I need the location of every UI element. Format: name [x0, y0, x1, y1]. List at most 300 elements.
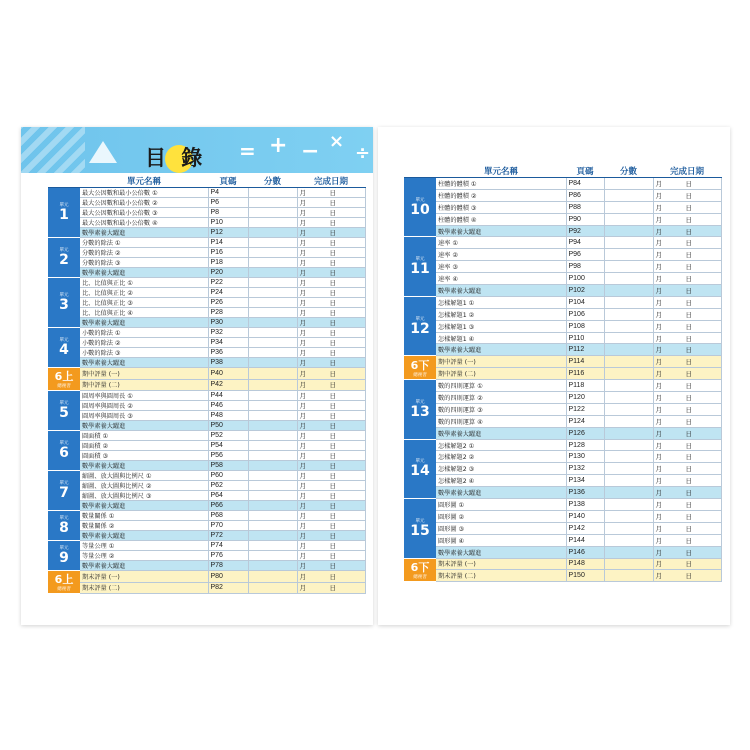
day-label: 日	[329, 392, 336, 400]
completion-date-cell	[653, 522, 721, 534]
month-label: 月	[299, 269, 306, 277]
unit-name-cell: 圓周率與圓周長 ①	[80, 391, 208, 401]
day-label: 日	[329, 552, 336, 560]
table-row	[404, 178, 721, 190]
score-cell	[248, 358, 297, 368]
unit-name-cell: 圓周率與圓周長 ②	[80, 401, 208, 411]
unit-name-cell: 小數的除法 ②	[80, 338, 208, 348]
score-cell	[604, 225, 653, 237]
unit-name-cell: 期末評量 (二)	[80, 582, 208, 594]
table-row	[404, 522, 721, 534]
unit-name-cell: 比、比值與正比 ②	[80, 288, 208, 298]
unit-name-cell: 柱體的體積 ③	[436, 201, 566, 213]
score-cell	[604, 463, 653, 475]
table-row	[48, 278, 365, 288]
day-label: 日	[685, 453, 692, 462]
page-number-cell: P42	[208, 379, 248, 391]
completion-date-cell	[297, 218, 365, 228]
month-label: 月	[299, 219, 306, 227]
completion-date-cell	[653, 178, 721, 190]
toc-table-right	[404, 165, 722, 582]
unit-name-cell: 數學素養大躍進	[80, 561, 208, 571]
month-label: 月	[299, 552, 306, 560]
unit-name-cell: 期中評量 (二)	[436, 368, 566, 380]
unit-badge-number: 11	[410, 261, 430, 278]
page-number-cell: P48	[208, 411, 248, 421]
exam-row	[404, 356, 721, 368]
header-score: 分數	[604, 165, 653, 178]
unit-badge	[48, 188, 80, 238]
unit-badge-number: 15	[410, 522, 430, 539]
month-label: 月	[655, 215, 662, 224]
completion-date-cell	[653, 558, 721, 570]
month-label: 月	[299, 199, 306, 207]
page-number-cell: P80	[208, 571, 248, 583]
score-cell	[604, 415, 653, 427]
completion-date-cell	[297, 551, 365, 561]
completion-date-cell	[297, 338, 365, 348]
unit-badge-number: 6	[59, 445, 69, 461]
completion-date-cell	[297, 198, 365, 208]
table-row	[404, 296, 721, 308]
month-label: 月	[299, 562, 306, 570]
completion-date-cell	[297, 391, 365, 401]
score-cell	[248, 368, 297, 380]
day-label: 日	[685, 358, 692, 367]
score-cell	[248, 278, 297, 288]
review-row	[404, 546, 721, 558]
score-cell	[248, 501, 297, 511]
month-label: 月	[655, 263, 662, 272]
times-icon: ×	[329, 131, 345, 152]
month-label: 月	[299, 189, 306, 197]
table-row	[404, 403, 721, 415]
page-number-cell: P30	[208, 318, 248, 328]
score-cell	[248, 521, 297, 531]
month-label: 月	[299, 349, 306, 357]
page-number-cell: P84	[566, 178, 604, 190]
month-label: 月	[655, 393, 662, 402]
day-label: 日	[329, 329, 336, 337]
score-cell	[604, 261, 653, 273]
review-badge	[404, 356, 436, 380]
completion-date-cell	[297, 328, 365, 338]
score-cell	[604, 189, 653, 201]
completion-date-cell	[653, 546, 721, 558]
unit-badge	[48, 511, 80, 541]
day-label: 日	[685, 203, 692, 212]
page-number-cell: P102	[566, 285, 604, 297]
unit-name-cell: 怎樣解題2 ②	[436, 451, 566, 463]
completion-date-cell	[297, 248, 365, 258]
score-cell	[604, 510, 653, 522]
page-number-cell: P92	[566, 225, 604, 237]
completion-date-cell	[297, 348, 365, 358]
table-row	[404, 308, 721, 320]
unit-name-cell: 怎樣解題1 ③	[436, 320, 566, 332]
month-label: 月	[655, 512, 662, 521]
table-row	[48, 218, 365, 228]
page-number-cell: P68	[208, 511, 248, 521]
day-label: 日	[329, 349, 336, 357]
unit-name-cell: 速率 ②	[436, 249, 566, 261]
month-label: 月	[655, 334, 662, 343]
completion-date-cell	[297, 358, 365, 368]
score-cell	[604, 558, 653, 570]
month-label: 月	[655, 358, 662, 367]
completion-date-cell	[297, 208, 365, 218]
unit-badge-number: 1	[59, 207, 69, 223]
unit-name-cell: 數量關係 ②	[80, 521, 208, 531]
completion-date-cell	[653, 308, 721, 320]
day-label: 日	[685, 227, 692, 236]
table-row	[404, 415, 721, 427]
page-number-cell: P122	[566, 403, 604, 415]
month-label: 月	[299, 339, 306, 347]
header-unit-name: 單元名稱	[436, 165, 566, 178]
page-number-cell: P150	[566, 570, 604, 582]
completion-date-cell	[297, 511, 365, 521]
table-row	[404, 273, 721, 285]
page-number-cell: P118	[566, 380, 604, 392]
score-cell	[604, 499, 653, 511]
day-label: 日	[685, 417, 692, 426]
review-badge-label: 總複習	[413, 574, 427, 580]
table-row	[48, 348, 365, 358]
completion-date-cell	[653, 392, 721, 404]
month-label: 月	[655, 572, 662, 581]
unit-name-cell: 速率 ④	[436, 273, 566, 285]
score-cell	[248, 541, 297, 551]
month-label: 月	[655, 429, 662, 438]
day-label: 日	[329, 369, 336, 378]
unit-badge	[48, 391, 80, 431]
completion-date-cell	[653, 427, 721, 439]
unit-badge	[48, 431, 80, 471]
page-number-cell: P88	[566, 201, 604, 213]
unit-badge-label: 單元	[59, 293, 69, 298]
table-row	[404, 510, 721, 522]
month-label: 月	[655, 417, 662, 426]
score-cell	[604, 534, 653, 546]
page-number-cell: P26	[208, 298, 248, 308]
unit-badge	[48, 541, 80, 571]
unit-name-cell: 數學素養大躍進	[80, 268, 208, 278]
month-label: 月	[299, 442, 306, 450]
completion-date-cell	[297, 501, 365, 511]
unit-badge-number: 9	[59, 550, 69, 566]
page-number-cell: P10	[208, 218, 248, 228]
unit-name-cell: 柱體的體積 ④	[436, 213, 566, 225]
unit-badge-label: 單元	[59, 248, 69, 253]
completion-date-cell	[297, 471, 365, 481]
month-label: 月	[655, 203, 662, 212]
day-label: 日	[329, 452, 336, 460]
table-row	[48, 288, 365, 298]
day-label: 日	[685, 215, 692, 224]
completion-date-cell	[653, 499, 721, 511]
table-row	[48, 521, 365, 531]
day-label: 日	[685, 322, 692, 331]
score-cell	[248, 268, 297, 278]
month-label: 月	[299, 369, 306, 378]
page-number-cell: P114	[566, 356, 604, 368]
unit-name-cell: 比、比值與正比 ①	[80, 278, 208, 288]
table-row	[404, 261, 721, 273]
day-label: 日	[329, 249, 336, 257]
day-label: 日	[329, 259, 336, 267]
header-page: 頁碼	[566, 165, 604, 178]
completion-date-cell	[653, 451, 721, 463]
unit-name-cell: 小數的除法 ③	[80, 348, 208, 358]
day-label: 日	[329, 319, 336, 327]
completion-date-cell	[297, 401, 365, 411]
unit-badge-number: 13	[410, 403, 430, 420]
month-label: 月	[299, 249, 306, 257]
review-badge-label: 總複習	[57, 587, 71, 592]
month-label: 月	[655, 524, 662, 533]
page-number-cell: P46	[208, 401, 248, 411]
completion-date-cell	[297, 318, 365, 328]
month-label: 月	[655, 382, 662, 391]
table-header	[404, 165, 721, 178]
unit-name-cell: 速率 ③	[436, 261, 566, 273]
day-label: 日	[329, 381, 336, 390]
unit-name-cell: 等量公理 ②	[80, 551, 208, 561]
month-label: 月	[299, 329, 306, 337]
month-label: 月	[655, 548, 662, 557]
month-label: 月	[299, 572, 306, 581]
unit-name-cell: 期中評量 (一)	[436, 356, 566, 368]
score-cell	[248, 471, 297, 481]
completion-date-cell	[297, 379, 365, 391]
header-score: 分數	[248, 175, 297, 188]
triangle-decoration	[89, 141, 117, 163]
score-cell	[248, 198, 297, 208]
month-label: 月	[299, 532, 306, 540]
page-number-cell: P12	[208, 228, 248, 238]
unit-name-cell: 數的四則運算 ④	[436, 415, 566, 427]
unit-name-cell: 縮圖、放大圖與比例尺 ③	[80, 491, 208, 501]
day-label: 日	[329, 269, 336, 277]
page-number-cell: P20	[208, 268, 248, 278]
unit-name-cell: 數學素養大躍進	[80, 358, 208, 368]
table-row	[48, 308, 365, 318]
table-row	[48, 541, 365, 551]
exam-row	[48, 379, 365, 391]
unit-name-cell: 最大公因數和最小公倍數 ③	[80, 208, 208, 218]
table-row	[48, 338, 365, 348]
page-number-cell: P32	[208, 328, 248, 338]
completion-date-cell	[297, 308, 365, 318]
unit-name-cell: 怎樣解題1 ①	[436, 296, 566, 308]
month-label: 月	[655, 227, 662, 236]
day-label: 日	[329, 502, 336, 510]
table-row	[48, 411, 365, 421]
month-label: 月	[655, 500, 662, 509]
page-number-cell: P96	[566, 249, 604, 261]
review-row	[404, 344, 721, 356]
completion-date-cell	[653, 225, 721, 237]
completion-date-cell	[653, 296, 721, 308]
table-row	[48, 441, 365, 451]
day-label: 日	[329, 532, 336, 540]
day-label: 日	[329, 462, 336, 470]
table-row	[48, 511, 365, 521]
unit-name-cell: 數學素養大躍進	[436, 427, 566, 439]
month-label: 月	[655, 346, 662, 355]
completion-date-cell	[653, 189, 721, 201]
page-number-cell: P52	[208, 431, 248, 441]
unit-name-cell: 數學素養大躍進	[80, 461, 208, 471]
unit-badge-number: 14	[410, 463, 430, 480]
day-label: 日	[329, 442, 336, 450]
completion-date-cell	[297, 541, 365, 551]
exam-row	[404, 570, 721, 582]
month-label: 月	[655, 370, 662, 379]
month-label: 月	[299, 259, 306, 267]
page-number-cell: P36	[208, 348, 248, 358]
day-label: 日	[685, 275, 692, 284]
completion-date-cell	[297, 188, 365, 198]
unit-badge-label: 單元	[415, 399, 425, 405]
left-page	[21, 127, 373, 625]
unit-badge-number: 10	[410, 201, 430, 218]
page-number-cell: P132	[566, 463, 604, 475]
unit-badge	[48, 471, 80, 511]
page-number-cell: P144	[566, 534, 604, 546]
completion-date-cell	[653, 368, 721, 380]
month-label: 月	[655, 536, 662, 545]
unit-name-cell: 比、比值與正比 ④	[80, 308, 208, 318]
month-label: 月	[655, 275, 662, 284]
score-cell	[604, 285, 653, 297]
score-cell	[604, 368, 653, 380]
score-cell	[604, 249, 653, 261]
day-label: 日	[685, 251, 692, 260]
month-label: 月	[299, 229, 306, 237]
score-cell	[604, 427, 653, 439]
header-date: 完成日期	[653, 165, 721, 178]
day-label: 日	[685, 370, 692, 379]
completion-date-cell	[653, 463, 721, 475]
page-number-cell: P38	[208, 358, 248, 368]
score-cell	[248, 218, 297, 228]
unit-name-cell: 期末評量 (二)	[436, 570, 566, 582]
day-label: 日	[685, 382, 692, 391]
table-row	[48, 391, 365, 401]
unit-name-cell: 圓周率與圓周長 ③	[80, 411, 208, 421]
score-cell	[248, 561, 297, 571]
page-number-cell: P138	[566, 499, 604, 511]
month-label: 月	[299, 482, 306, 490]
table-header	[48, 175, 365, 188]
unit-name-cell: 數的四則運算 ②	[436, 392, 566, 404]
unit-name-cell: 分數的除法 ①	[80, 238, 208, 248]
table-row	[404, 499, 721, 511]
table-row	[404, 534, 721, 546]
unit-name-cell: 怎樣解題1 ②	[436, 308, 566, 320]
page-number-cell: P90	[566, 213, 604, 225]
table-row	[48, 188, 365, 198]
score-cell	[248, 288, 297, 298]
score-cell	[604, 356, 653, 368]
header-stripe-decoration	[21, 127, 85, 173]
score-cell	[248, 208, 297, 218]
page-number-cell: P146	[566, 546, 604, 558]
score-cell	[248, 582, 297, 594]
page-number-cell: P78	[208, 561, 248, 571]
score-cell	[248, 328, 297, 338]
score-cell	[248, 308, 297, 318]
completion-date-cell	[653, 332, 721, 344]
completion-date-cell	[297, 571, 365, 583]
month-label: 月	[655, 477, 662, 486]
page-number-cell: P126	[566, 427, 604, 439]
day-label: 日	[685, 560, 692, 569]
table-row	[48, 551, 365, 561]
unit-badge-label: 單元	[59, 546, 69, 551]
month-label: 月	[299, 492, 306, 500]
month-label: 月	[655, 489, 662, 498]
review-badge	[48, 571, 80, 594]
page-number-cell: P116	[566, 368, 604, 380]
unit-name-cell: 數學素養大躍進	[436, 487, 566, 499]
day-label: 日	[329, 472, 336, 480]
completion-date-cell	[297, 288, 365, 298]
day-label: 日	[685, 179, 692, 188]
unit-name-cell: 圓形圖 ②	[436, 510, 566, 522]
score-cell	[248, 188, 297, 198]
completion-date-cell	[297, 258, 365, 268]
day-label: 日	[685, 310, 692, 319]
month-label: 月	[655, 298, 662, 307]
day-label: 日	[329, 229, 336, 237]
completion-date-cell	[297, 228, 365, 238]
month-label: 月	[299, 452, 306, 460]
header-page: 頁碼	[208, 175, 248, 188]
unit-name-cell: 圓形圖 ①	[436, 499, 566, 511]
month-label: 月	[299, 522, 306, 530]
unit-name-cell: 最大公因數和最小公倍數 ②	[80, 198, 208, 208]
day-label: 日	[685, 524, 692, 533]
day-label: 日	[329, 542, 336, 550]
completion-date-cell	[297, 368, 365, 380]
unit-name-cell: 速率 ①	[436, 237, 566, 249]
score-cell	[604, 439, 653, 451]
day-label: 日	[685, 441, 692, 450]
unit-name-cell: 比、比值與正比 ③	[80, 298, 208, 308]
page-number-cell: P28	[208, 308, 248, 318]
month-label: 月	[655, 239, 662, 248]
score-cell	[248, 461, 297, 471]
unit-badge	[404, 296, 436, 355]
day-label: 日	[685, 393, 692, 402]
unit-name-cell: 數學素養大躍進	[80, 421, 208, 431]
unit-name-cell: 數學素養大躍進	[436, 225, 566, 237]
month-label: 月	[655, 560, 662, 569]
score-cell	[248, 491, 297, 501]
exam-row	[48, 571, 365, 583]
page-title: 目 錄	[145, 146, 207, 170]
unit-name-cell: 分數的除法 ③	[80, 258, 208, 268]
completion-date-cell	[653, 285, 721, 297]
unit-name-cell: 怎樣解題2 ④	[436, 475, 566, 487]
unit-badge-label: 單元	[415, 197, 425, 203]
completion-date-cell	[297, 451, 365, 461]
unit-badge-label: 單元	[59, 338, 69, 343]
page-number-cell: P108	[566, 320, 604, 332]
